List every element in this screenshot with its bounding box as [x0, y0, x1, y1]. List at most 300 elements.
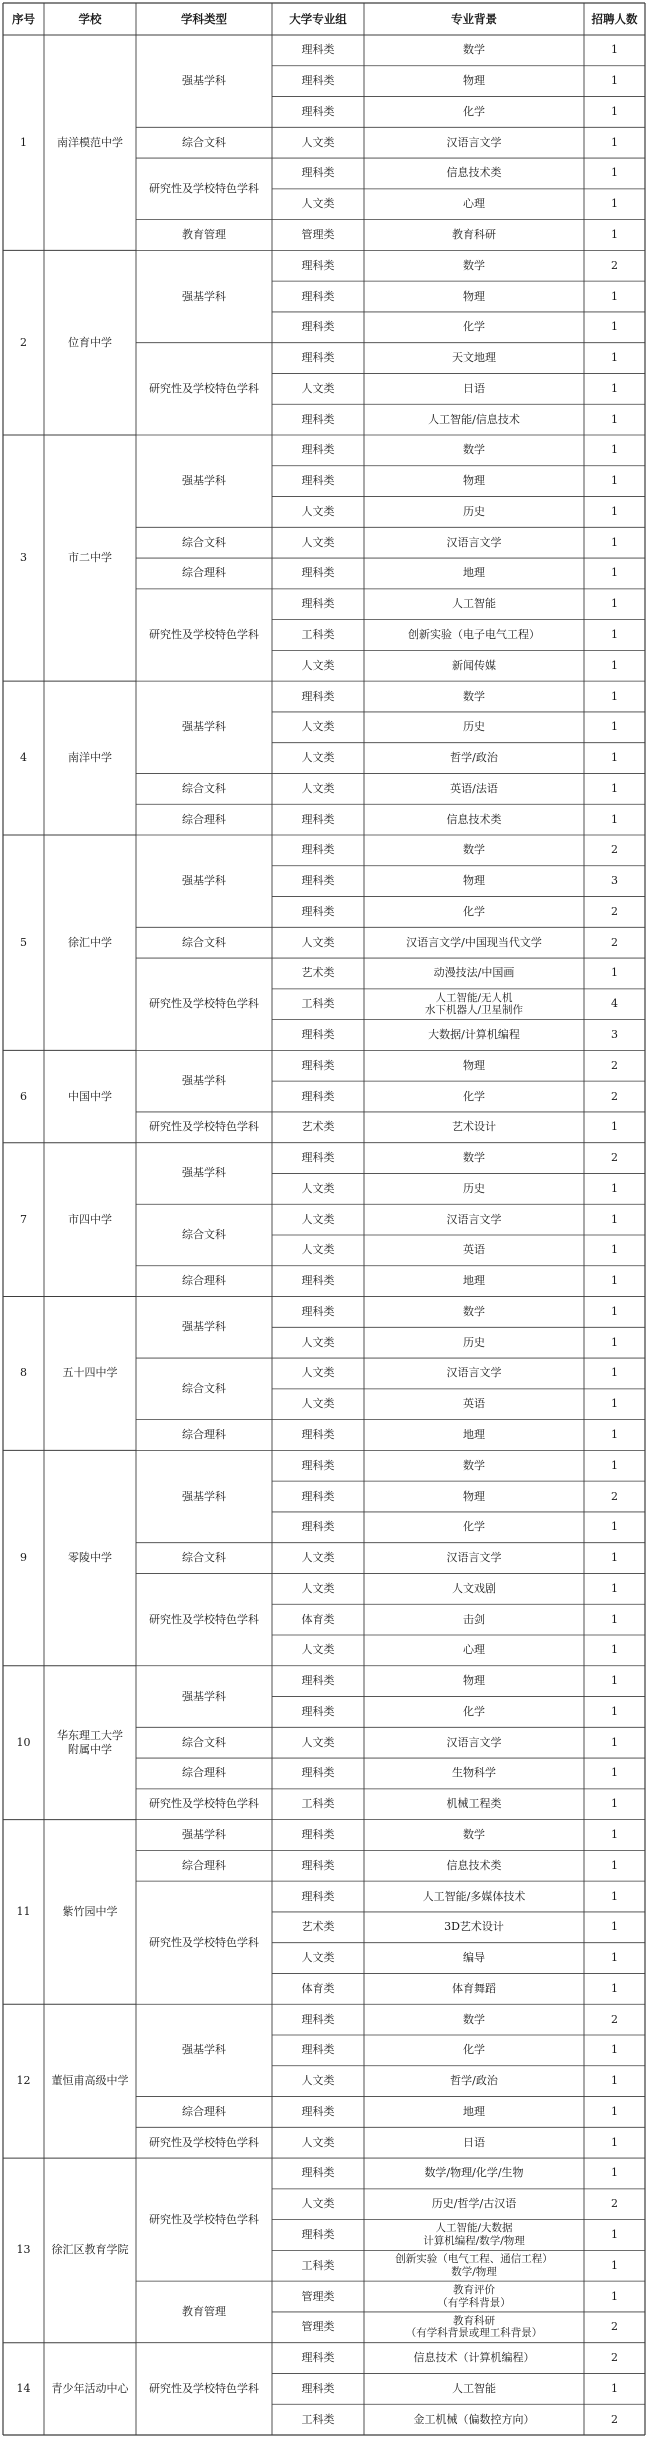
headcount-cell: 1	[611, 1827, 618, 1841]
subject-type-cell: 强基学科	[182, 874, 226, 888]
headcount-cell: 2	[611, 1058, 618, 1072]
major-group-cell: 理科类	[301, 2227, 335, 2241]
seq-cell: 12	[16, 2074, 31, 2088]
major-group-cell: 人文类	[301, 1181, 335, 1195]
subject-type-cell: 综合理科	[182, 1274, 226, 1288]
headcount-cell: 1	[611, 627, 618, 641]
background-cell: 3D艺术设计	[444, 1920, 504, 1934]
headcount-cell: 2	[611, 2412, 618, 2426]
school-name-cell: 南洋模范中学	[57, 135, 123, 149]
headcount-cell: 1	[611, 751, 618, 765]
background-cell: 心理	[463, 197, 485, 211]
major-group-cell: 人文类	[301, 1951, 335, 1965]
headcount-cell: 2	[611, 935, 618, 949]
major-group-cell: 理科类	[301, 1458, 335, 1472]
headcount-cell: 2	[611, 258, 618, 272]
headcount-cell: 1	[611, 2166, 618, 2180]
headcount-cell: 1	[611, 197, 618, 211]
major-group-cell: 理科类	[301, 1674, 335, 1688]
subject-type-cell: 综合理科	[182, 1858, 226, 1872]
background-cell: 信息技术类	[446, 812, 502, 826]
subject-type-cell: 强基学科	[182, 2043, 226, 2057]
major-group-cell: 人文类	[301, 781, 335, 795]
headcount-cell: 1	[611, 1735, 618, 1749]
school-name-cell: 位育中学	[68, 335, 112, 349]
background-cell: 人工智能	[452, 597, 496, 611]
major-group-cell: 人文类	[301, 1643, 335, 1657]
major-group-cell: 人文类	[301, 2135, 335, 2149]
subject-type-cell: 研究性及学校特色学科	[149, 1612, 259, 1626]
subject-type-cell: 研究性及学校特色学科	[149, 1935, 259, 1949]
subject-type-cell: 研究性及学校特色学科	[149, 1797, 259, 1811]
background-cell: 心理	[463, 1643, 485, 1657]
background-cell: 大数据/计算机编程	[428, 1027, 520, 1041]
subject-type-cell: 综合理科	[182, 812, 226, 826]
headcount-cell: 1	[611, 1274, 618, 1288]
background-cell: 英语/法语	[450, 781, 498, 795]
major-group-cell: 人文类	[301, 720, 335, 734]
subject-type-cell: 强基学科	[182, 1166, 226, 1180]
headcount-cell: 1	[611, 2104, 618, 2118]
major-group-cell: 理科类	[301, 1027, 335, 1041]
background-cell: 地理	[463, 1274, 485, 1288]
major-group-cell: 理科类	[301, 2166, 335, 2180]
major-group-cell: 人文类	[301, 535, 335, 549]
headcount-cell: 1	[611, 2227, 618, 2241]
background-cell: 化学	[463, 1089, 485, 1103]
headcount-cell: 1	[611, 2289, 618, 2303]
background-cell: 人工智能/大数据 计算机编程/数学/物理	[423, 2222, 525, 2247]
major-group-cell: 理科类	[301, 2012, 335, 2026]
subject-type-cell: 研究性及学校特色学科	[149, 997, 259, 1011]
subject-type-cell: 研究性及学校特色学科	[149, 181, 259, 195]
headcount-cell: 1	[611, 1120, 618, 1134]
major-group-cell: 理科类	[301, 1889, 335, 1903]
headcount-cell: 1	[611, 1674, 618, 1688]
subject-type-cell: 研究性及学校特色学科	[149, 2381, 259, 2395]
headcount-cell: 1	[611, 504, 618, 518]
major-group-cell: 人文类	[301, 1212, 335, 1226]
headcount-cell: 1	[611, 104, 618, 118]
subject-type-cell: 强基学科	[182, 1320, 226, 1334]
background-cell: 历史/哲学/古汉语	[431, 2197, 517, 2211]
major-group-cell: 理科类	[301, 1827, 335, 1841]
header-seq: 序号	[12, 12, 35, 26]
major-group-cell: 工科类	[301, 2258, 335, 2272]
background-cell: 编导	[463, 1951, 485, 1965]
major-group-cell: 理科类	[301, 904, 335, 918]
major-group-cell: 理科类	[301, 843, 335, 857]
major-group-cell: 理科类	[301, 351, 335, 365]
headcount-cell: 1	[611, 597, 618, 611]
subject-type-cell: 综合文科	[182, 1551, 226, 1565]
headcount-cell: 2	[611, 2320, 618, 2334]
subject-type-cell: 强基学科	[182, 1074, 226, 1088]
subject-type-cell: 研究性及学校特色学科	[149, 2135, 259, 2149]
major-group-cell: 人文类	[301, 1366, 335, 1380]
subject-type-cell: 教育管理	[182, 227, 226, 241]
background-cell: 汉语言文学	[446, 1735, 502, 1749]
seq-cell: 2	[20, 335, 27, 349]
headcount-cell: 1	[611, 1335, 618, 1349]
headcount-cell: 1	[611, 2135, 618, 2149]
subject-type-cell: 强基学科	[182, 1489, 226, 1503]
background-cell: 物理	[463, 1058, 485, 1072]
headcount-cell: 1	[611, 474, 618, 488]
school-name-cell: 五十四中学	[62, 1366, 118, 1380]
headcount-cell: 1	[611, 1212, 618, 1226]
seq-cell: 11	[16, 1904, 31, 1918]
school-name-cell: 市四中学	[68, 1212, 112, 1226]
background-cell: 化学	[463, 904, 485, 918]
header-major-group: 大学专业组	[289, 12, 347, 26]
major-group-cell: 理科类	[301, 1274, 335, 1288]
background-cell: 地理	[463, 566, 485, 580]
headcount-cell: 1	[611, 43, 618, 57]
major-group-cell: 理科类	[301, 2043, 335, 2057]
major-group-cell: 理科类	[301, 74, 335, 88]
major-group-cell: 人文类	[301, 1581, 335, 1595]
major-group-cell: 人文类	[301, 2074, 335, 2088]
headcount-cell: 2	[611, 1089, 618, 1103]
major-group-cell: 艺术类	[301, 1920, 335, 1934]
background-cell: 生物科学	[452, 1766, 496, 1780]
subject-type-cell: 研究性及学校特色学科	[149, 2212, 259, 2226]
headcount-cell: 2	[611, 843, 618, 857]
major-group-cell: 人文类	[301, 751, 335, 765]
headcount-cell: 1	[611, 658, 618, 672]
headcount-cell: 1	[611, 227, 618, 241]
major-group-cell: 理科类	[301, 1704, 335, 1718]
major-group-cell: 理科类	[301, 289, 335, 303]
background-cell: 数学/物理/化学/生物	[424, 2166, 524, 2180]
headcount-cell: 1	[611, 1766, 618, 1780]
subject-type-cell: 研究性及学校特色学科	[149, 381, 259, 395]
major-group-cell: 人文类	[301, 197, 335, 211]
headcount-cell: 2	[611, 2197, 618, 2211]
headcount-cell: 2	[611, 2351, 618, 2365]
headcount-cell: 1	[611, 320, 618, 334]
subject-type-cell: 强基学科	[182, 1827, 226, 1841]
major-group-cell: 体育类	[301, 1612, 335, 1626]
background-cell: 信息技术类	[446, 166, 502, 180]
background-cell: 数学	[463, 843, 485, 857]
headcount-cell: 1	[611, 566, 618, 580]
background-cell: 化学	[463, 1704, 485, 1718]
seq-cell: 14	[16, 2381, 31, 2395]
headcount-cell: 1	[611, 381, 618, 395]
major-group-cell: 理科类	[301, 2351, 335, 2365]
subject-type-cell: 综合理科	[182, 2104, 226, 2118]
headcount-cell: 1	[611, 2258, 618, 2272]
subject-type-cell: 强基学科	[182, 720, 226, 734]
major-group-cell: 理科类	[301, 258, 335, 272]
headcount-cell: 1	[611, 2043, 618, 2057]
major-group-cell: 理科类	[301, 874, 335, 888]
headcount-cell: 4	[611, 997, 618, 1011]
major-group-cell: 人文类	[301, 1335, 335, 1349]
headcount-cell: 1	[611, 289, 618, 303]
major-group-cell: 理科类	[301, 474, 335, 488]
headcount-cell: 1	[611, 1643, 618, 1657]
background-cell: 历史	[463, 504, 485, 518]
seq-cell: 6	[20, 1089, 27, 1103]
headcount-cell: 1	[611, 2074, 618, 2088]
subject-type-cell: 强基学科	[182, 474, 226, 488]
headcount-cell: 1	[611, 1920, 618, 1934]
major-group-cell: 人文类	[301, 1397, 335, 1411]
major-group-cell: 理科类	[301, 166, 335, 180]
major-group-cell: 理科类	[301, 1058, 335, 1072]
subject-type-cell: 综合理科	[182, 566, 226, 580]
headcount-cell: 1	[611, 166, 618, 180]
background-cell: 日语	[463, 2135, 485, 2149]
subject-type-cell: 综合文科	[182, 935, 226, 949]
major-group-cell: 理科类	[301, 812, 335, 826]
headcount-cell: 2	[611, 904, 618, 918]
background-cell: 人工智能/无人机 水下机器人/卫星制作	[424, 991, 524, 1017]
major-group-cell: 工科类	[301, 1797, 335, 1811]
major-group-cell: 理科类	[301, 1089, 335, 1103]
headcount-cell: 1	[611, 1458, 618, 1472]
headcount-cell: 3	[611, 874, 618, 888]
major-group-cell: 理科类	[301, 443, 335, 457]
background-cell: 数学	[463, 1458, 485, 1472]
background-cell: 教育科研 （有学科背景或理工科背景）	[405, 2314, 543, 2340]
headcount-cell: 1	[611, 443, 618, 457]
headcount-cell: 1	[611, 1704, 618, 1718]
headcount-cell: 1	[611, 351, 618, 365]
background-cell: 物理	[463, 874, 485, 888]
background-cell: 人文戏剧	[452, 1581, 496, 1595]
school-name-cell: 徐汇区教育学院	[51, 2243, 129, 2257]
headcount-cell: 1	[611, 1981, 618, 1995]
major-group-cell: 理科类	[301, 104, 335, 118]
subject-type-cell: 强基学科	[182, 1689, 226, 1703]
major-group-cell: 理科类	[301, 1427, 335, 1441]
subject-type-cell: 综合文科	[182, 1735, 226, 1749]
background-cell: 哲学/政治	[450, 751, 498, 765]
school-name-cell: 南洋中学	[68, 751, 112, 765]
headcount-cell: 1	[611, 412, 618, 426]
background-cell: 人工智能	[452, 2381, 496, 2395]
headcount-cell: 1	[611, 1551, 618, 1565]
headcount-cell: 1	[611, 1612, 618, 1626]
background-cell: 数学	[463, 443, 485, 457]
school-name-cell: 华东理工大学 附属中学	[57, 1728, 123, 1756]
background-cell: 汉语言文学	[446, 135, 502, 149]
background-cell: 机械工程类	[446, 1797, 502, 1811]
background-cell: 创新实验（电气工程、通信工程） 数学/物理	[395, 2253, 553, 2278]
background-cell: 物理	[463, 1489, 485, 1503]
major-group-cell: 工科类	[301, 627, 335, 641]
seq-cell: 5	[20, 935, 27, 949]
background-cell: 化学	[463, 2043, 485, 2057]
major-group-cell: 理科类	[301, 1304, 335, 1318]
subject-type-cell: 综合理科	[182, 1427, 226, 1441]
major-group-cell: 理科类	[301, 1766, 335, 1780]
background-cell: 信息技术（计算机编程）	[413, 2351, 535, 2365]
background-cell: 英语	[463, 1243, 485, 1257]
background-cell: 地理	[463, 2104, 485, 2118]
background-cell: 教育评价 （有学科背景）	[437, 2284, 511, 2309]
major-group-cell: 艺术类	[301, 1120, 335, 1134]
major-group-cell: 理科类	[301, 566, 335, 580]
major-group-cell: 管理类	[301, 2320, 335, 2334]
seq-cell: 4	[20, 751, 27, 765]
subject-type-cell: 综合文科	[182, 1227, 226, 1241]
background-cell: 历史	[463, 1335, 485, 1349]
background-cell: 物理	[463, 1674, 485, 1688]
subject-type-cell: 综合文科	[182, 535, 226, 549]
headcount-cell: 1	[611, 812, 618, 826]
major-group-cell: 人文类	[301, 504, 335, 518]
seq-cell: 1	[20, 135, 27, 149]
seq-cell: 9	[20, 1551, 27, 1565]
background-cell: 新闻传媒	[452, 658, 496, 672]
background-cell: 击剑	[463, 1612, 485, 1626]
background-cell: 数学	[463, 2012, 485, 2026]
headcount-cell: 1	[611, 1181, 618, 1195]
background-cell: 数学	[463, 258, 485, 272]
headcount-cell: 1	[611, 1581, 618, 1595]
school-name-cell: 徐汇中学	[68, 935, 112, 949]
major-group-cell: 理科类	[301, 1520, 335, 1534]
header-background: 专业背景	[451, 12, 497, 26]
background-cell: 物理	[463, 74, 485, 88]
school-name-cell: 董恒甫高级中学	[51, 2074, 129, 2088]
background-cell: 天文地理	[452, 351, 496, 365]
major-group-cell: 理科类	[301, 689, 335, 703]
major-group-cell: 管理类	[301, 227, 335, 241]
background-cell: 英语	[463, 1397, 485, 1411]
major-group-cell: 理科类	[301, 2104, 335, 2118]
subject-type-cell: 综合文科	[182, 1381, 226, 1395]
background-cell: 创新实验（电子电气工程）	[408, 627, 540, 641]
background-cell: 哲学/政治	[450, 2074, 498, 2088]
major-group-cell: 理科类	[301, 1151, 335, 1165]
seq-cell: 3	[20, 551, 27, 565]
background-cell: 体育舞蹈	[452, 1981, 496, 1995]
headcount-cell: 1	[611, 1858, 618, 1872]
background-cell: 数学	[463, 43, 485, 57]
school-name-cell: 中国中学	[68, 1089, 112, 1103]
background-cell: 汉语言文学	[446, 535, 502, 549]
headcount-cell: 1	[611, 1366, 618, 1380]
headcount-cell: 1	[611, 135, 618, 149]
major-group-cell: 理科类	[301, 1858, 335, 1872]
headcount-cell: 1	[611, 1951, 618, 1965]
background-cell: 汉语言文学	[446, 1551, 502, 1565]
header-school: 学校	[78, 12, 102, 26]
background-cell: 人工智能/信息技术	[428, 412, 520, 426]
background-cell: 金工机械（偏数控方向）	[413, 2412, 535, 2426]
headcount-cell: 1	[611, 689, 618, 703]
background-cell: 汉语言文学	[446, 1366, 502, 1380]
major-group-cell: 人文类	[301, 1735, 335, 1749]
headcount-cell: 2	[611, 2012, 618, 2026]
headcount-cell: 1	[611, 1243, 618, 1257]
seq-cell: 8	[20, 1366, 27, 1380]
background-cell: 化学	[463, 1520, 485, 1534]
headcount-cell: 1	[611, 1520, 618, 1534]
background-cell: 数学	[463, 1304, 485, 1318]
major-group-cell: 理科类	[301, 2381, 335, 2395]
major-group-cell: 工科类	[301, 2412, 335, 2426]
background-cell: 人工智能/多媒体技术	[422, 1889, 526, 1903]
subject-type-cell: 强基学科	[182, 289, 226, 303]
subject-type-cell: 研究性及学校特色学科	[149, 627, 259, 641]
school-name-cell: 零陵中学	[68, 1551, 112, 1565]
school-name-cell: 市二中学	[68, 551, 112, 565]
major-group-cell: 理科类	[301, 597, 335, 611]
seq-cell: 13	[16, 2243, 31, 2257]
seq-cell: 7	[20, 1212, 27, 1226]
major-group-cell: 管理类	[301, 2289, 335, 2303]
background-cell: 化学	[463, 104, 485, 118]
headcount-cell: 1	[611, 74, 618, 88]
background-cell: 数学	[463, 1151, 485, 1165]
major-group-cell: 理科类	[301, 320, 335, 334]
background-cell: 物理	[463, 289, 485, 303]
major-group-cell: 人文类	[301, 2197, 335, 2211]
background-cell: 动漫技法/中国画	[433, 966, 515, 980]
headcount-cell: 2	[611, 1151, 618, 1165]
major-group-cell: 体育类	[301, 1981, 335, 1995]
subject-type-cell: 强基学科	[182, 74, 226, 88]
major-group-cell: 工科类	[301, 997, 335, 1011]
subject-type-cell: 综合理科	[182, 1766, 226, 1780]
header-headcount: 招聘人数	[591, 12, 638, 26]
subject-type-cell: 综合文科	[182, 135, 226, 149]
background-cell: 数学	[463, 1827, 485, 1841]
headcount-cell: 1	[611, 2381, 618, 2395]
headcount-cell: 2	[611, 1489, 618, 1503]
subject-type-cell: 研究性及学校特色学科	[149, 1120, 259, 1134]
major-group-cell: 理科类	[301, 412, 335, 426]
headcount-cell: 1	[611, 1427, 618, 1441]
major-group-cell: 艺术类	[301, 966, 335, 980]
background-cell: 物理	[463, 474, 485, 488]
major-group-cell: 人文类	[301, 135, 335, 149]
headcount-cell: 1	[611, 535, 618, 549]
headcount-cell: 1	[611, 966, 618, 980]
background-cell: 日语	[463, 381, 485, 395]
background-cell: 教育科研	[452, 227, 496, 241]
headcount-cell: 1	[611, 781, 618, 795]
headcount-cell: 1	[611, 720, 618, 734]
background-cell: 化学	[463, 320, 485, 334]
school-name-cell: 紫竹园中学	[62, 1904, 118, 1918]
seq-cell: 10	[16, 1735, 31, 1749]
background-cell: 艺术设计	[452, 1120, 496, 1134]
background-cell: 历史	[463, 720, 485, 734]
headcount-cell: 1	[611, 1889, 618, 1903]
background-cell: 汉语言文学/中国现当代文学	[406, 935, 542, 949]
school-name-cell: 青少年活动中心	[51, 2381, 129, 2395]
headcount-cell: 1	[611, 1797, 618, 1811]
major-group-cell: 理科类	[301, 1489, 335, 1503]
major-group-cell: 理科类	[301, 43, 335, 57]
major-group-cell: 人文类	[301, 658, 335, 672]
header-subject-type: 学科类型	[181, 12, 227, 26]
background-cell: 汉语言文学	[446, 1212, 502, 1226]
major-group-cell: 人文类	[301, 381, 335, 395]
subject-type-cell: 教育管理	[182, 2304, 226, 2318]
headcount-cell: 1	[611, 1304, 618, 1318]
subject-type-cell: 综合文科	[182, 781, 226, 795]
major-group-cell: 人文类	[301, 935, 335, 949]
